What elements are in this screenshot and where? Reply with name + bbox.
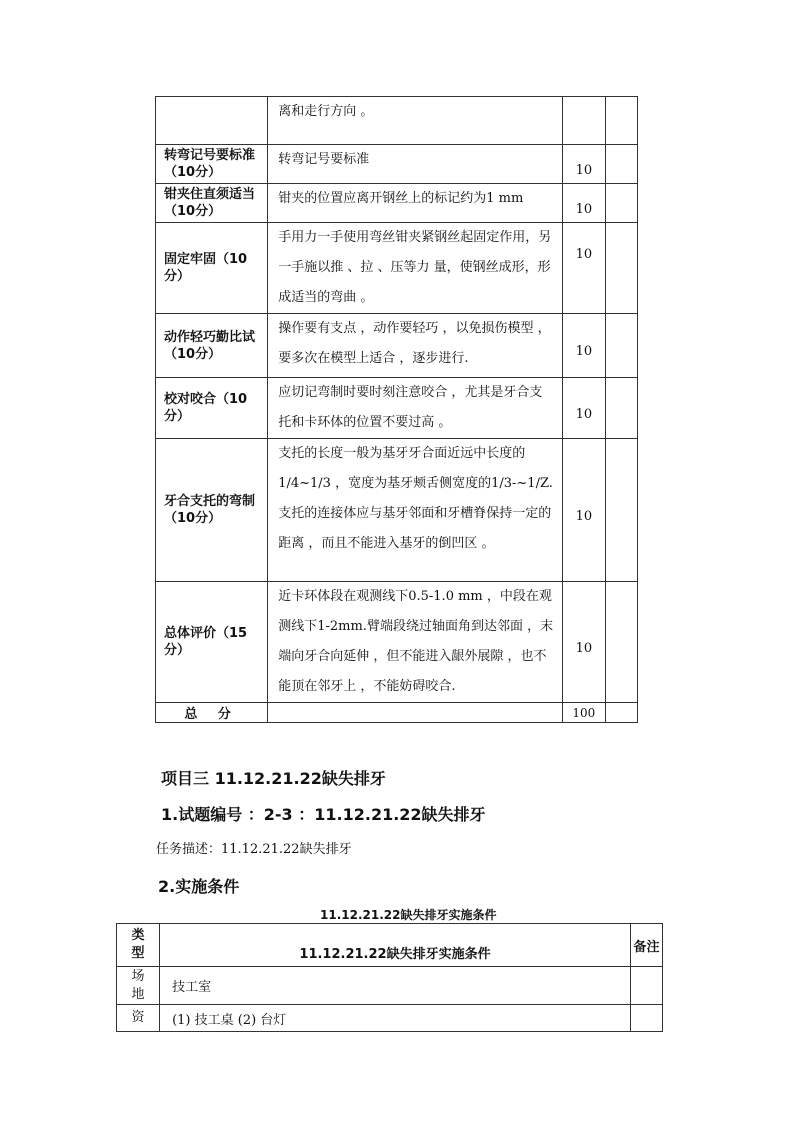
score-cell: 10 [562,378,605,439]
table-row [117,1005,663,1032]
table-row [156,184,638,223]
table-row [156,439,638,582]
table-row [156,314,638,378]
description-cell: 操作要有支点 ，动作要轻巧 ，以免损伤模型 ，要多次在模型上适合 ，逐步进行. [268,314,563,378]
description-cell: 转弯记号要标准 [268,145,563,184]
task-description: 任务描述：11.12.21.22缺失排牙 [156,842,352,857]
score-cell: 10 [562,582,605,703]
blank-cell [605,184,637,223]
note-cell [630,1005,662,1032]
score-cell: 10 [562,439,605,582]
table-row [156,582,638,703]
header-note: 备注 [630,924,662,967]
description-cell: 钳夹的位置应离开钢丝上的标记约为1 mm [268,184,563,223]
criterion-cell: 总体评价（15分） [156,582,268,703]
blank-cell [605,378,637,439]
criterion-cell [156,97,268,145]
type-cell: 场地 [117,967,160,1005]
condition-cell: 技工室 [160,967,631,1005]
table-header-row [117,924,663,967]
score-cell: 10 [562,314,605,378]
total-label: 总 分 [156,703,268,723]
question-number-heading: 1.试题编号 ：2-3 ：11.12.21.22缺失排牙 [161,805,486,824]
total-score: 100 [562,703,605,723]
total-row [156,703,638,723]
score-cell: 10 [562,223,605,314]
conditions-table [116,923,663,1032]
blank-cell [605,97,637,145]
conditions-heading: 2.实施条件 [158,877,240,896]
score-cell [562,97,605,145]
blank-cell [605,439,637,582]
criterion-cell: 校对咬合（10分） [156,378,268,439]
blank-cell [605,223,637,314]
table-row [156,97,638,145]
header-condition: 11.12.21.22缺失排牙实施条件 [160,924,631,967]
score-cell: 10 [562,145,605,184]
table-row [156,145,638,184]
description-cell: 近卡环体段在观测线下0.5-1.0 mm ，中段在观测线下1-2mm.臂端段绕过轴面角到达邻面 ，末端向牙合向延伸 ，但不能进入龈外展隙 ，也不能顶在邻牙上 ，不能妨碍咬合. [268,582,563,703]
description-cell: 手用力一手使用弯丝钳夹紧钢丝起固定作用，另一手施以推 、拉 、压等力 量，使钢丝成形，形成适当的弯曲 。 [268,223,563,314]
rubric-table [155,96,638,723]
description-cell: 离和走行方向 。 [268,97,563,145]
description-cell: 支托的长度一般为基牙牙合面近远中长度的1/4~1/3 ，宽度为基牙颊舌侧宽度的1/3-~1/Z.支托的连接体应与基牙邻面和牙槽脊保持一定的距离 ，而且不能进入基牙的倒凹区 。 [268,439,563,582]
blank-cell [605,314,637,378]
table-row [117,967,663,1005]
type-cell: 资 [117,1005,160,1032]
criterion-cell: 钳夹住直须适当（10分） [156,184,268,223]
condition-cell: (1) 技工桌 (2) 台灯 [160,1005,631,1032]
criterion-cell: 转弯记号要标准（10分） [156,145,268,184]
criterion-cell: 牙合支托的弯制（10分） [156,439,268,582]
table-row [156,223,638,314]
blank-cell [605,145,637,184]
description-cell: 应切记弯制时要时刻注意咬合 ，尤其是牙合支托和卡环体的位置不要过高 。 [268,378,563,439]
score-cell: 10 [562,184,605,223]
criterion-cell: 固定牢固（10分） [156,223,268,314]
project-title: 项目三 11.12.21.22缺失排牙 [161,769,386,788]
header-type: 类型 [117,924,160,967]
blank-cell [268,703,563,723]
table-row [156,378,638,439]
note-cell [630,967,662,1005]
criterion-cell: 动作轻巧勤比试（10分） [156,314,268,378]
table-caption: 11.12.21.22缺失排牙实施条件 [320,908,497,922]
blank-cell [605,703,637,723]
blank-cell [605,582,637,703]
